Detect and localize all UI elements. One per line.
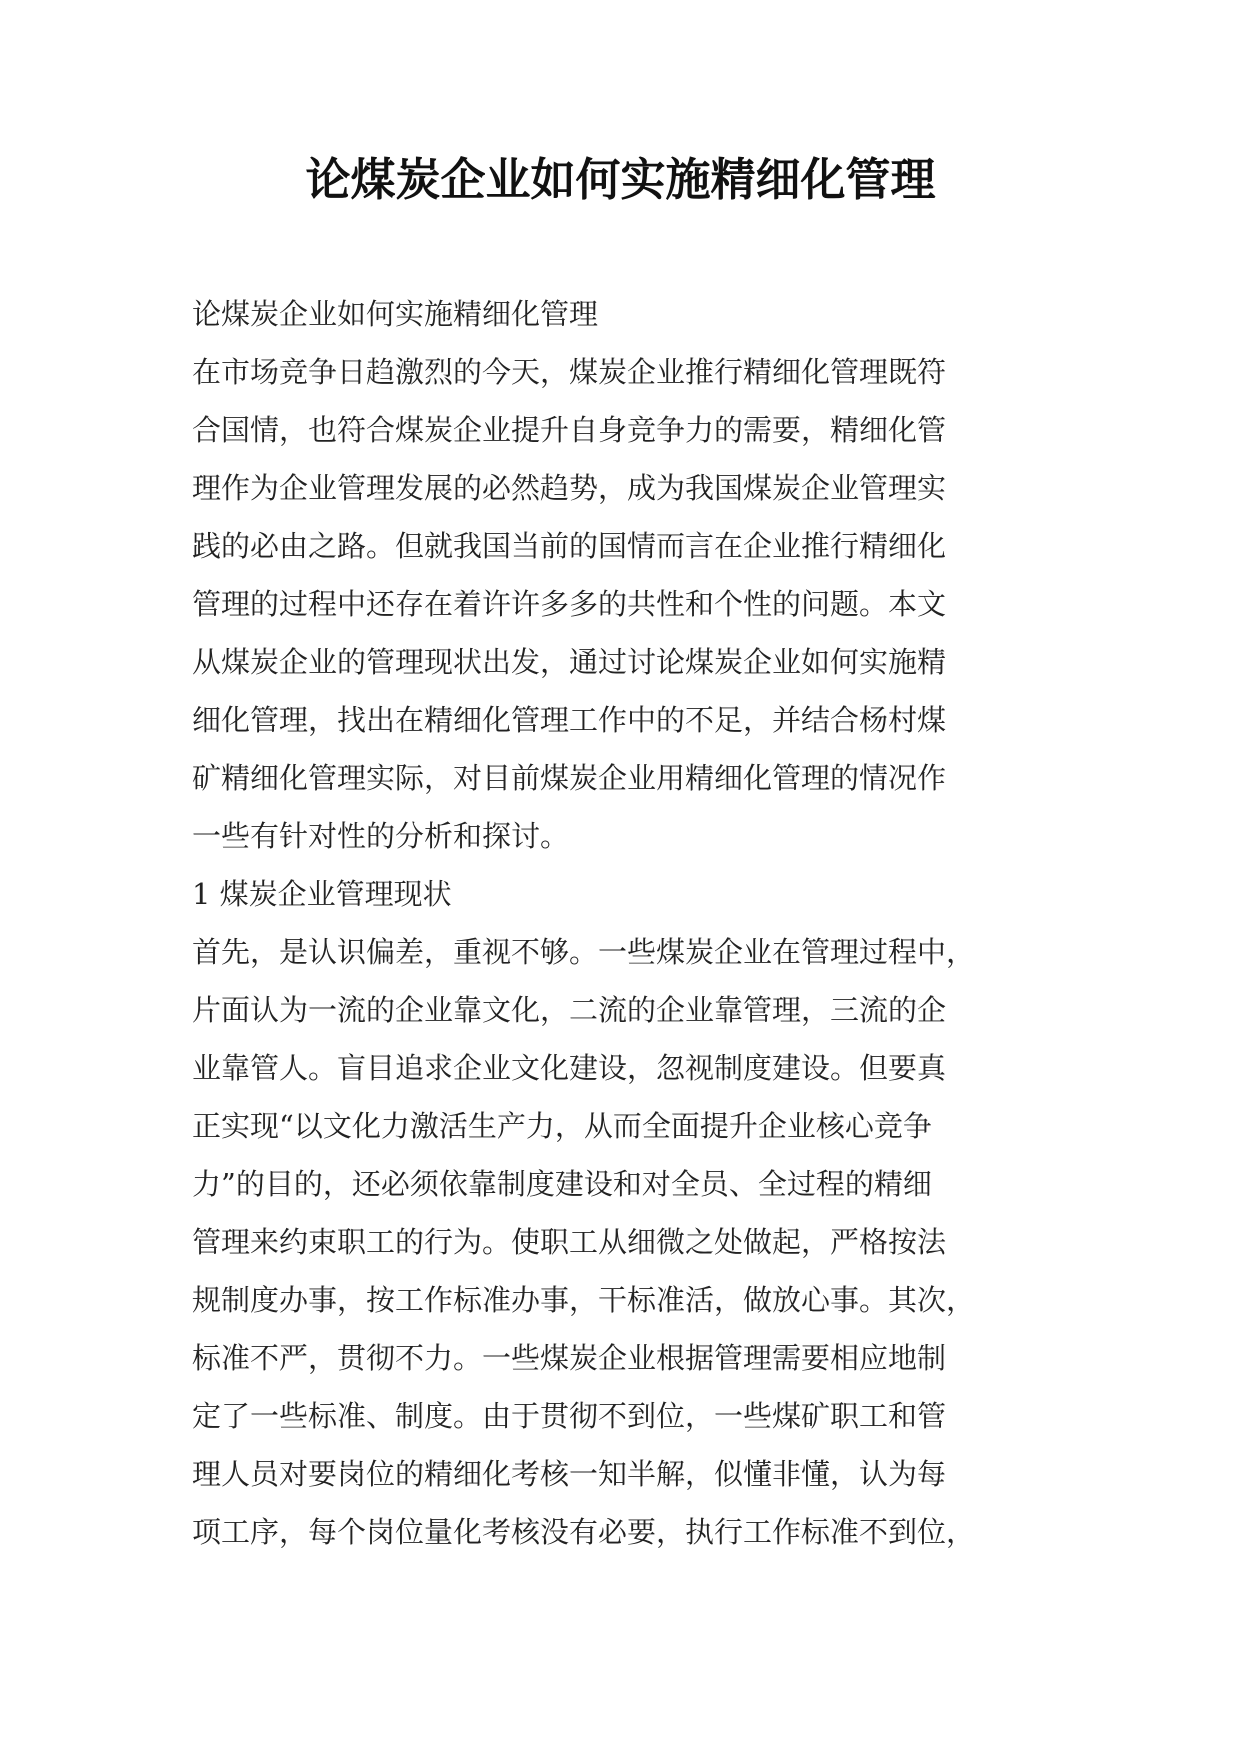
intro-paragraph-line: 在市场竞争日趋激烈的今天，煤炭企业推行精细化管理既符 bbox=[192, 355, 947, 389]
section-paragraph-line: 项工序，每个岗位量化考核没有必要，执行工作标准不到位， bbox=[192, 1515, 976, 1549]
document-subtitle: 论煤炭企业如何实施精细化管理 bbox=[192, 297, 599, 331]
section-paragraph-line: 业靠管人。盲目追求企业文化建设，忽视制度建设。但要真 bbox=[192, 1051, 947, 1085]
intro-paragraph-line: 从煤炭企业的管理现状出发，通过讨论煤炭企业如何实施精 bbox=[192, 645, 947, 679]
section-paragraph-line: 首先，是认识偏差，重视不够。一些煤炭企业在管理过程中， bbox=[192, 935, 976, 969]
intro-paragraph-line: 管理的过程中还存在着许许多多的共性和个性的问题。本文 bbox=[192, 587, 947, 621]
section-paragraph-line: 标准不严，贯彻不力。一些煤炭企业根据管理需要相应地制 bbox=[192, 1341, 947, 1375]
intro-paragraph-line: 合国情，也符合煤炭企业提升自身竞争力的需要，精细化管 bbox=[192, 413, 947, 447]
intro-paragraph-line: 践的必由之路。但就我国当前的国情而言在企业推行精细化 bbox=[192, 529, 947, 563]
section-heading: 1 煤炭企业管理现状 bbox=[192, 877, 452, 911]
section-paragraph-line: 理人员对要岗位的精细化考核一知半解，似懂非懂，认为每 bbox=[192, 1457, 947, 1491]
intro-paragraph-line: 理作为企业管理发展的必然趋势，成为我国煤炭企业管理实 bbox=[192, 471, 947, 505]
document-title: 论煤炭企业如何实施精细化管理 bbox=[305, 153, 936, 206]
section-paragraph-line: 定了一些标准、制度。由于贯彻不到位，一些煤矿职工和管 bbox=[192, 1399, 947, 1433]
section-paragraph-line: 片面认为一流的企业靠文化，二流的企业靠管理，三流的企 bbox=[192, 993, 947, 1027]
section-paragraph-line: 管理来约束职工的行为。使职工从细微之处做起，严格按法 bbox=[192, 1225, 947, 1259]
section-paragraph-line: 正实现“以文化力激活生产力，从而全面提升企业核心竞争 bbox=[192, 1109, 932, 1143]
section-paragraph-line: 规制度办事，按工作标准办事，干标准活，做放心事。其次， bbox=[192, 1283, 976, 1317]
intro-paragraph-line: 矿精细化管理实际，对目前煤炭企业用精细化管理的情况作 bbox=[192, 761, 947, 795]
section-paragraph-line: 力”的目的，还必须依靠制度建设和对全员、全过程的精细 bbox=[192, 1167, 932, 1201]
intro-paragraph-line: 细化管理，找出在精细化管理工作中的不足，并结合杨村煤 bbox=[192, 703, 947, 737]
intro-paragraph-line: 一些有针对性的分析和探讨。 bbox=[192, 819, 570, 853]
